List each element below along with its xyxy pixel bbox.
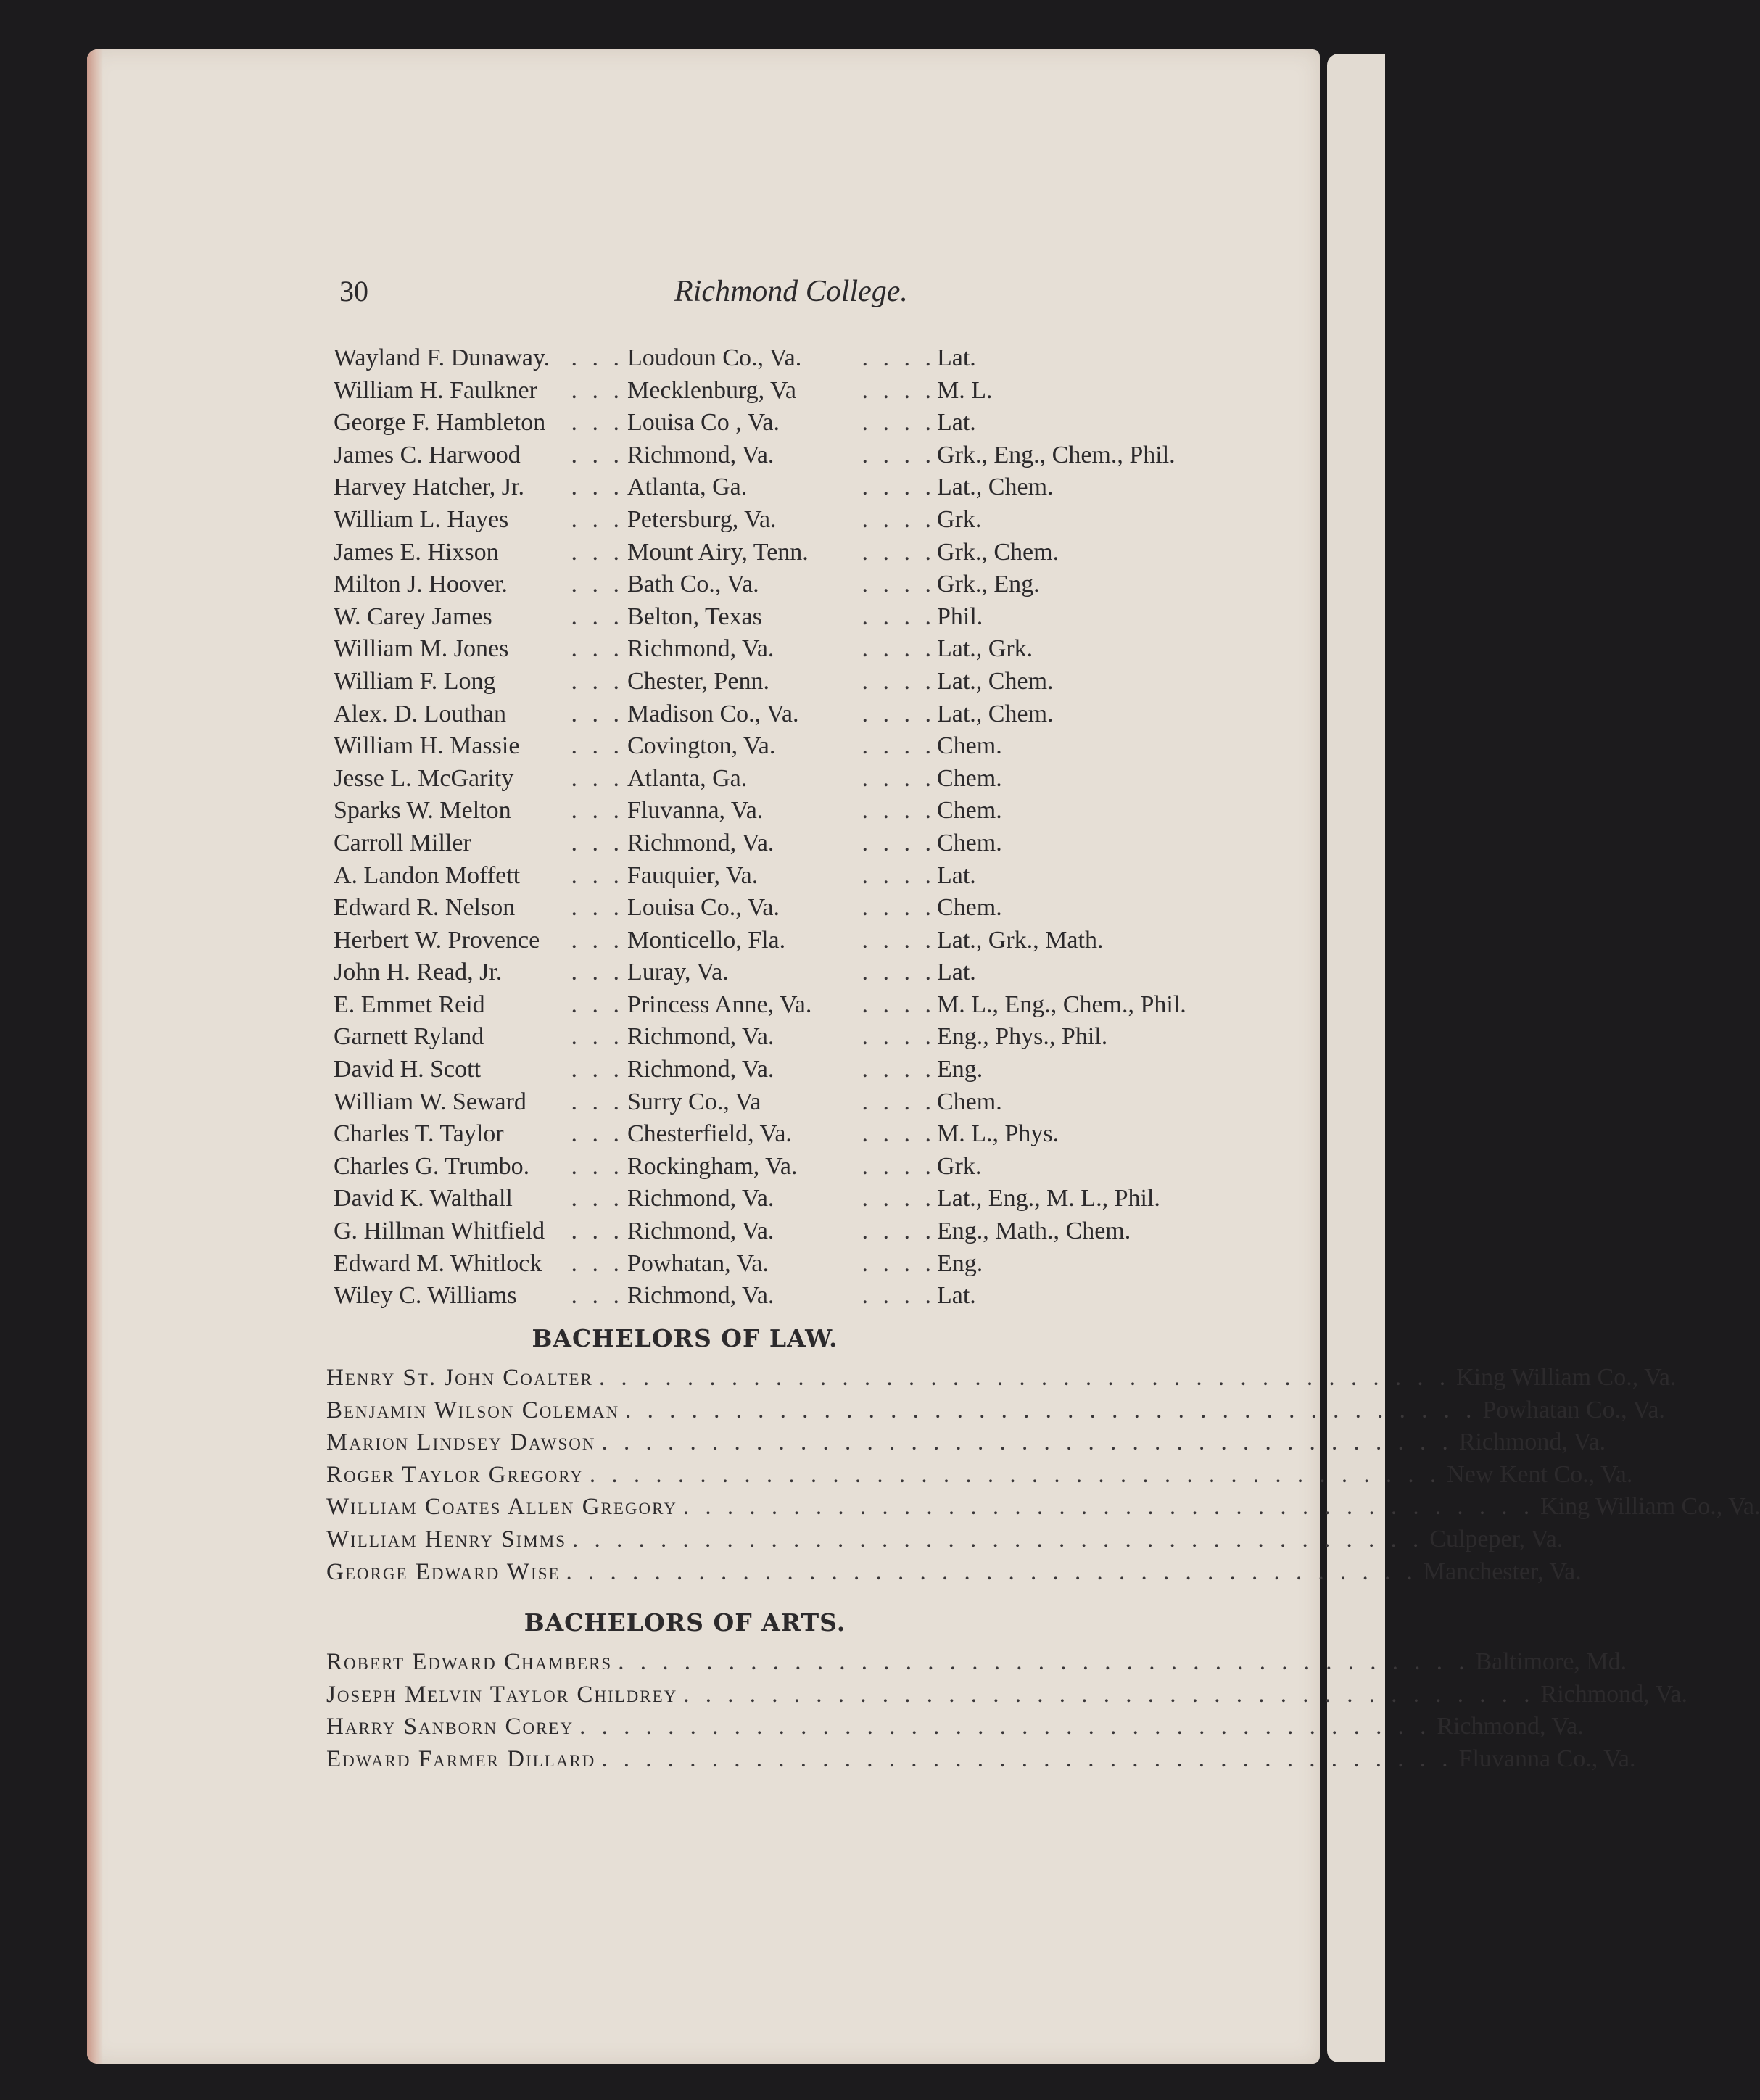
graduate-row	[326, 1362, 1677, 1394]
graduate-hometown: Baltimore, Md.	[1475, 1648, 1627, 1675]
dot-leader: . . .	[571, 635, 624, 663]
student-name: Garnett Ryland	[334, 1023, 484, 1051]
graduate-hometown: King William Co., Va.	[1540, 1493, 1760, 1521]
student-subjects: Grk., Eng., Chem., Phil.	[937, 441, 1176, 468]
student-subjects: Eng.	[937, 1249, 983, 1277]
graduate-row	[326, 1426, 1606, 1459]
graduate-hometown: Powhatan Co., Va.	[1482, 1396, 1665, 1423]
dot-leader: . . . . . . . . . . . . . . . . . . . . . . . . . . . . . . . . . . . . . . .	[618, 1649, 1470, 1675]
graduate-name: Edward Farmer Dillard	[326, 1745, 596, 1772]
student-subjects: Eng., Phys., Phil.	[937, 1023, 1108, 1051]
roster-row	[334, 1248, 1276, 1281]
dot-leader: . . . .	[862, 505, 935, 533]
dot-leader: . . . .	[862, 861, 935, 889]
student-subjects: Lat.	[937, 344, 976, 371]
graduate-name: Henry St. John Coalter	[326, 1365, 593, 1391]
student-name: Carroll Miller	[334, 829, 471, 856]
student-hometown: Richmond, Va.	[627, 1218, 774, 1245]
roster-row	[334, 1183, 1276, 1215]
student-name: W. Carey James	[334, 603, 492, 630]
student-hometown: Atlanta, Ga.	[627, 764, 748, 792]
dot-leader: . . .	[571, 1249, 624, 1277]
roster-row	[334, 860, 1276, 893]
dot-leader: . . .	[571, 861, 624, 889]
dot-leader: . . . .	[862, 344, 935, 371]
dot-leader: . . . .	[862, 667, 935, 695]
dot-leader: . . .	[571, 376, 624, 404]
student-name: John H. Read, Jr.	[334, 959, 503, 986]
student-subjects: Lat.	[937, 861, 976, 889]
graduate-hometown: New Kent Co., Va.	[1447, 1460, 1633, 1488]
roster-row	[334, 1086, 1276, 1119]
dot-leader: . . .	[571, 926, 624, 954]
dot-leader: . . . .	[862, 1120, 935, 1148]
student-name: William M. Jones	[334, 635, 509, 663]
student-subjects: Chem.	[937, 764, 1002, 792]
roster-row	[334, 956, 1276, 989]
dot-leader: . . . . . . . . . . . . . . . . . . . . . . . . . . . . . . . . . . . . . . .	[566, 1558, 1418, 1585]
dot-leader: . . . .	[862, 894, 935, 922]
dot-leader: . . . .	[862, 441, 935, 468]
graduate-name: Harry Sanborn Corey	[326, 1714, 574, 1740]
student-name: Milton J. Hoover.	[334, 571, 508, 598]
student-hometown: Belton, Texas	[627, 603, 762, 630]
graduate-row	[326, 1743, 1636, 1776]
student-hometown: Covington, Va.	[627, 732, 776, 760]
student-subjects: M. L., Eng., Chem., Phil.	[937, 991, 1186, 1018]
student-name: Sparks W. Melton	[334, 797, 511, 824]
page-number: 30	[339, 275, 368, 307]
roster-row	[334, 666, 1276, 698]
student-name: James C. Harwood	[334, 441, 521, 468]
dot-leader: . . . .	[862, 538, 935, 566]
student-name: E. Emmet Reid	[334, 991, 485, 1018]
student-subjects: Lat., Grk.	[937, 635, 1033, 663]
student-hometown: Luray, Va.	[627, 959, 729, 986]
graduate-row	[326, 1394, 1665, 1427]
student-name: G. Hillman Whitfield	[334, 1218, 545, 1245]
graduate-hometown: Culpeper, Va.	[1429, 1525, 1563, 1553]
student-name: Edward R. Nelson	[334, 894, 516, 922]
graduate-name: William Coates Allen Gregory	[326, 1494, 677, 1521]
graduate-name: Benjamin Wilson Coleman	[326, 1397, 620, 1423]
dot-leader: . . .	[571, 1218, 624, 1245]
student-hometown: Bath Co., Va.	[627, 571, 759, 598]
student-hometown: Richmond, Va.	[627, 635, 774, 663]
student-name: Harvey Hatcher, Jr.	[334, 474, 524, 501]
dot-leader: . . .	[571, 991, 624, 1018]
dot-leader: . . .	[571, 505, 624, 533]
dot-leader: . . .	[571, 441, 624, 468]
dot-leader: . . .	[571, 667, 624, 695]
graduate-hometown: Fluvanna Co., Va.	[1458, 1745, 1636, 1772]
student-name: William W. Seward	[334, 1088, 526, 1115]
dot-leader: . . . .	[862, 1249, 935, 1277]
law-graduates-list	[326, 1362, 1760, 1588]
graduate-name: Roger Taylor Gregory	[326, 1461, 584, 1488]
dot-leader: . . . .	[862, 1023, 935, 1051]
graduate-hometown: Richmond, Va.	[1458, 1429, 1606, 1456]
student-subjects: Chem.	[937, 797, 1002, 824]
dot-leader: . . .	[571, 603, 624, 630]
dot-leader: . . . .	[862, 409, 935, 437]
graduate-row	[326, 1491, 1760, 1524]
student-name: James E. Hixson	[334, 538, 499, 566]
student-name: David H. Scott	[334, 1056, 482, 1083]
student-subjects: M. L., Phys.	[937, 1120, 1059, 1148]
student-subjects: M. L.	[937, 376, 993, 404]
student-hometown: Mount Airy, Tenn.	[627, 538, 809, 566]
running-head: Richmond College.	[674, 275, 908, 308]
student-hometown: Princess Anne, Va.	[627, 991, 812, 1018]
dot-leader: . . . . . . . . . . . . . . . . . . . . . . . . . . . . . . . . . . . . . . .	[683, 1681, 1535, 1708]
graduate-name: Joseph Melvin Taylor Childrey	[326, 1681, 678, 1708]
student-subjects: Chem.	[937, 1088, 1002, 1115]
student-subjects: Eng., Math., Chem.	[937, 1218, 1131, 1245]
roster-row	[334, 698, 1276, 731]
student-name: Charles G. Trumbo.	[334, 1152, 530, 1180]
student-name: Wayland F. Dunaway.	[334, 344, 550, 371]
student-subjects: Lat., Grk., Math.	[937, 926, 1104, 954]
roster-row	[334, 827, 1276, 860]
student-hometown: Rockingham, Va.	[627, 1152, 798, 1180]
roster-row	[334, 989, 1276, 1022]
dot-leader: . . .	[571, 764, 624, 792]
roster-row	[334, 1151, 1276, 1183]
student-hometown: Richmond, Va.	[627, 1023, 774, 1051]
dot-leader: . . .	[571, 1056, 624, 1083]
student-subjects: Eng.	[937, 1056, 983, 1083]
student-subjects: Grk.	[937, 505, 982, 533]
student-hometown: Petersburg, Va.	[627, 505, 777, 533]
student-hometown: Louisa Co , Va.	[627, 409, 780, 437]
roster-row	[334, 569, 1276, 601]
student-hometown: Surry Co., Va	[627, 1088, 761, 1115]
graduate-hometown: Richmond, Va.	[1540, 1680, 1687, 1708]
dot-leader: . . .	[571, 1023, 624, 1051]
dot-leader: . . . . . . . . . . . . . . . . . . . . . . . . . . . . . . . . . . . . . . .	[625, 1397, 1477, 1423]
graduate-name: George Edward Wise	[326, 1558, 561, 1585]
student-hometown: Loudoun Co., Va.	[627, 344, 802, 371]
student-hometown: Fluvanna, Va.	[627, 797, 764, 824]
student-name: William H. Massie	[334, 732, 520, 760]
dot-leader: . . .	[571, 571, 624, 598]
roster-row	[334, 375, 1276, 408]
roster-row	[334, 1215, 1276, 1248]
roster-row	[334, 892, 1276, 925]
student-hometown: Powhatan, Va.	[627, 1249, 769, 1277]
dot-leader: . . . .	[862, 1185, 935, 1212]
student-name: George F. Hambleton	[334, 409, 546, 437]
dot-leader: . . . .	[862, 1152, 935, 1180]
student-hometown: Madison Co., Va.	[627, 700, 799, 727]
student-hometown: Chester, Penn.	[627, 667, 769, 695]
graduate-row	[326, 1679, 1687, 1711]
student-name: Wiley C. Williams	[334, 1282, 517, 1310]
student-subjects: Lat.	[937, 1282, 976, 1310]
dot-leader: . . .	[571, 797, 624, 824]
dot-leader: . . .	[571, 538, 624, 566]
dot-leader: . . . .	[862, 732, 935, 760]
dot-leader: . . . .	[862, 571, 935, 598]
dot-leader: . . . .	[862, 700, 935, 727]
graduate-row	[326, 1459, 1633, 1492]
student-hometown: Mecklenburg, Va	[627, 376, 796, 404]
student-name: William H. Faulkner	[334, 376, 537, 404]
dot-leader: . . . . . . . . . . . . . . . . . . . . . . . . . . . . . . . . . . . . . . .	[589, 1461, 1442, 1488]
graduate-name: Marion Lindsey Dawson	[326, 1429, 596, 1456]
graduate-row	[326, 1556, 1582, 1589]
student-subjects: Lat., Chem.	[937, 667, 1054, 695]
graduate-hometown: King William Co., Va.	[1456, 1364, 1677, 1391]
student-hometown: Atlanta, Ga.	[627, 474, 748, 501]
student-name: A. Landon Moffett	[334, 861, 521, 889]
graduate-hometown: Richmond, Va.	[1437, 1713, 1584, 1740]
arts-graduates-list	[326, 1646, 1687, 1775]
student-hometown: Richmond, Va.	[627, 1282, 774, 1310]
dot-leader: . . . .	[862, 959, 935, 986]
student-roster	[334, 342, 1276, 1312]
roster-row	[334, 763, 1276, 795]
student-name: William L. Hayes	[334, 505, 509, 533]
dot-leader: . . .	[571, 474, 624, 501]
student-hometown: Louisa Co., Va.	[627, 894, 780, 922]
dot-leader: . . . .	[862, 1218, 935, 1245]
roster-row	[334, 504, 1276, 537]
dot-leader: . . . .	[862, 764, 935, 792]
dot-leader: . . . .	[862, 635, 935, 663]
dot-leader: . . .	[571, 1088, 624, 1115]
dot-leader: . . .	[571, 1152, 624, 1180]
dot-leader: . . . . . . . . . . . . . . . . . . . . . . . . . . . . . . . . . . . . . . .	[601, 1429, 1453, 1456]
dot-leader: . . .	[571, 1185, 624, 1212]
dot-leader: . . .	[571, 732, 624, 760]
student-hometown: Fauquier, Va.	[627, 861, 759, 889]
student-name: David K. Walthall	[334, 1185, 513, 1212]
student-subjects: Chem.	[937, 894, 1002, 922]
student-subjects: Lat., Chem.	[937, 700, 1054, 727]
dot-leader: . . .	[571, 959, 624, 986]
student-subjects: Chem.	[937, 732, 1002, 760]
student-hometown: Richmond, Va.	[627, 1185, 774, 1212]
student-subjects: Grk., Eng.	[937, 571, 1040, 598]
law-heading: BACHELORS OF LAW.	[532, 1324, 838, 1352]
student-subjects: Phil.	[937, 603, 983, 630]
dot-leader: . . .	[571, 829, 624, 856]
student-hometown: Chesterfield, Va.	[627, 1120, 792, 1148]
dot-leader: . . .	[571, 344, 624, 371]
dot-leader: . . . .	[862, 474, 935, 501]
dot-leader: . . . . . . . . . . . . . . . . . . . . . . . . . . . . . . . . . . . . . . .	[601, 1745, 1453, 1772]
dot-leader: . . . .	[862, 376, 935, 404]
dot-leader: . . . . . . . . . . . . . . . . . . . . . . . . . . . . . . . . . . . . . . .	[598, 1365, 1451, 1391]
student-subjects: Lat., Chem.	[937, 474, 1054, 501]
dot-leader: . . .	[571, 894, 624, 922]
dot-leader: . . . .	[862, 829, 935, 856]
roster-row	[334, 1280, 1276, 1312]
student-subjects: Lat., Eng., M. L., Phil.	[937, 1185, 1160, 1212]
dot-leader: . . . .	[862, 603, 935, 630]
roster-row	[334, 439, 1276, 472]
dot-leader: . . .	[571, 1120, 624, 1148]
dot-leader: . . . .	[862, 991, 935, 1018]
student-subjects: Lat.	[937, 959, 976, 986]
roster-row	[334, 925, 1276, 957]
dot-leader: . . . . . . . . . . . . . . . . . . . . . . . . . . . . . . . . . . . . . . .	[579, 1714, 1431, 1740]
graduate-row	[326, 1646, 1627, 1679]
graduate-row	[326, 1524, 1563, 1556]
graduate-hometown: Manchester, Va.	[1423, 1558, 1582, 1585]
graduate-name: Robert Edward Chambers	[326, 1649, 613, 1675]
roster-row	[334, 1021, 1276, 1054]
student-hometown: Monticello, Fla.	[627, 926, 786, 954]
dot-leader: . . . .	[862, 926, 935, 954]
roster-row	[334, 471, 1276, 504]
student-subjects: Chem.	[937, 829, 1002, 856]
dot-leader: . . .	[571, 409, 624, 437]
roster-row	[334, 1054, 1276, 1086]
roster-row	[334, 342, 1276, 375]
arts-heading: BACHELORS OF ARTS.	[524, 1608, 846, 1637]
student-subjects: Lat.	[937, 409, 976, 437]
dot-leader: . . .	[571, 700, 624, 727]
dot-leader: . . . .	[862, 1088, 935, 1115]
roster-row	[334, 633, 1276, 666]
dot-leader: . . . . . . . . . . . . . . . . . . . . . . . . . . . . . . . . . . . . . . .	[572, 1526, 1424, 1553]
dot-leader: . . . . . . . . . . . . . . . . . . . . . . . . . . . . . . . . . . . . . . .	[682, 1494, 1535, 1521]
student-name: William F. Long	[334, 667, 496, 695]
dot-leader: . . . .	[862, 1056, 935, 1083]
student-hometown: Richmond, Va.	[627, 441, 774, 468]
student-subjects: Grk.	[937, 1152, 982, 1180]
student-hometown: Richmond, Va.	[627, 1056, 774, 1083]
roster-row	[334, 795, 1276, 827]
student-name: Alex. D. Louthan	[334, 700, 506, 727]
graduate-row	[326, 1711, 1584, 1743]
graduate-name: William Henry Simms	[326, 1526, 567, 1553]
student-name: Jesse L. McGarity	[334, 764, 514, 792]
dot-leader: . . . .	[862, 797, 935, 824]
student-hometown: Richmond, Va.	[627, 829, 774, 856]
dot-leader: . . . .	[862, 1282, 935, 1310]
roster-row	[334, 601, 1276, 634]
student-name: Charles T. Taylor	[334, 1120, 504, 1148]
roster-row	[334, 1118, 1276, 1151]
student-name: Herbert W. Provence	[334, 926, 540, 954]
student-name: Edward M. Whitlock	[334, 1249, 542, 1277]
roster-row	[334, 537, 1276, 569]
student-subjects: Grk., Chem.	[937, 538, 1059, 566]
roster-row	[334, 407, 1276, 439]
dot-leader: . . .	[571, 1282, 624, 1310]
roster-row	[334, 730, 1276, 763]
